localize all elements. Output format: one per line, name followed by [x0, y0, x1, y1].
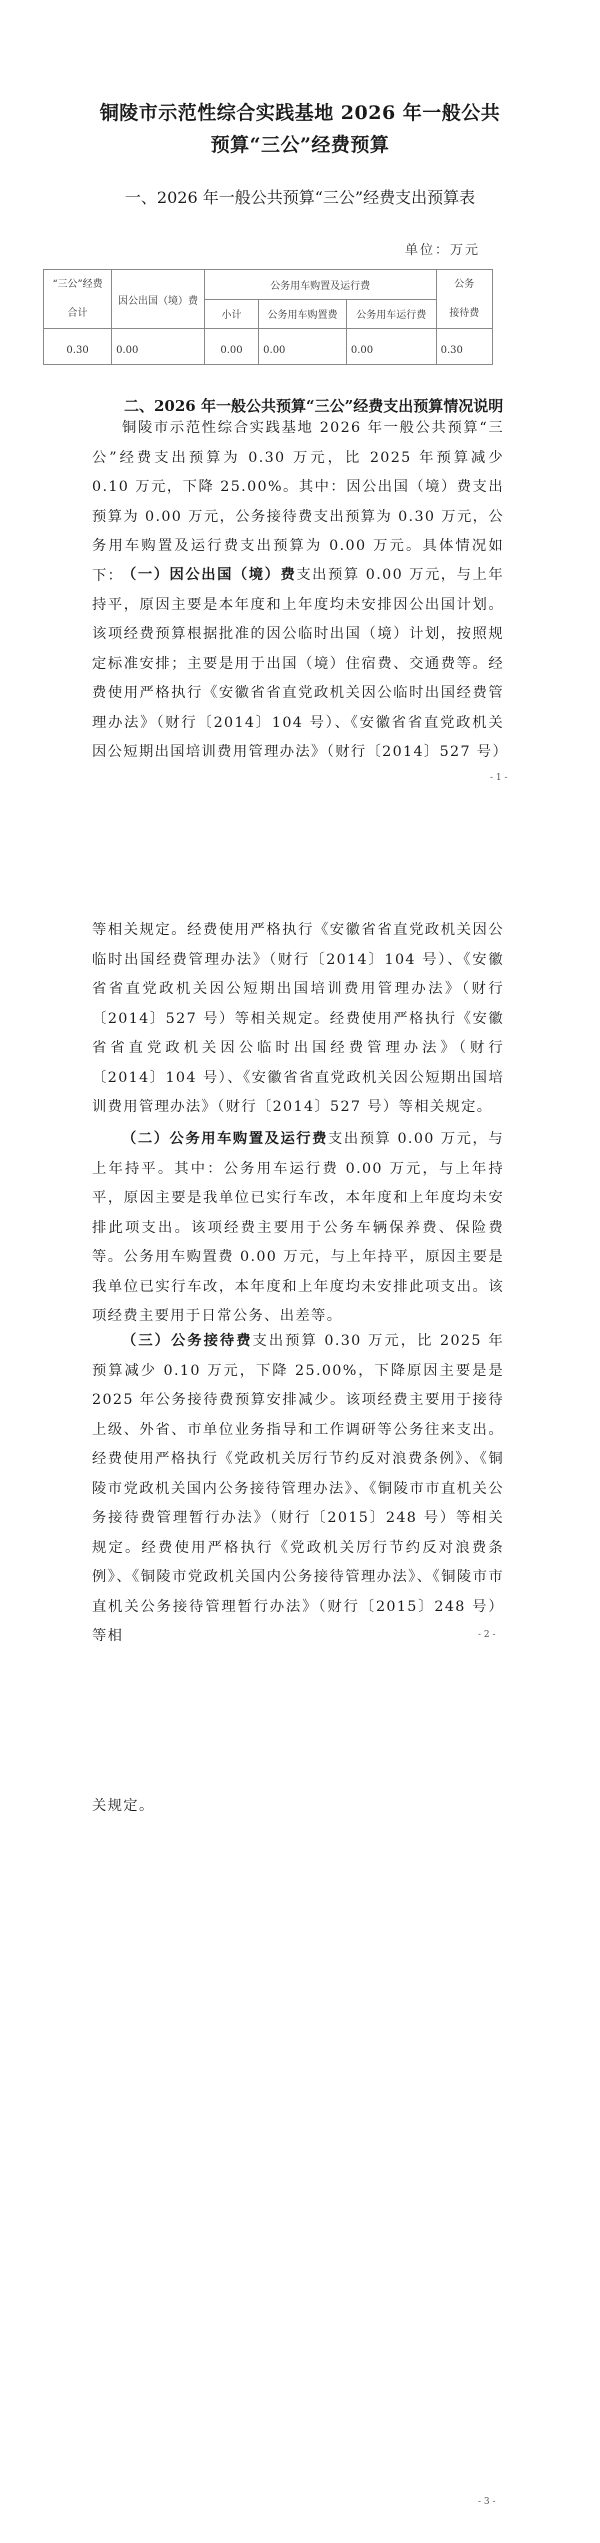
item1-label: （一）因公出国（境）费 [122, 567, 297, 583]
item3-paragraph-page2: （三）公务接待费支出预算 0.30 万元，比 2025 年预算减少 0.10 万元，下降 25.00%，下降原因主要是是 2025 年公务接待费预算安排减少。该项经费主要用于接待上级、外省、市单位业务指导和工作调研等公务往来支出。经费使用严格执行《党政机关厉行节约反对浪费条例》、《铜陵市党政机关国内公务接待管理办法》、《铜陵市市直机关公务接待费管理暂行办法》（财行〔2015〕248 号）等相关规定。经费使用严格执行《党政机关厉行节约反对浪费条例》、《铜陵市党政机关国内公务接待管理办法》、《铜陵市市直机关公务接待管理暂行办法》（财行〔2015〕248 号）等相 [92, 1333, 504, 1644]
page-number-2: - 2 - [478, 1630, 496, 1640]
cell-vehicle-operation: 0.00 [346, 329, 436, 365]
cell-abroad: 0.00 [112, 329, 205, 365]
cell-reception: 0.30 [436, 329, 492, 365]
section2-heading: 二、2026 年一般公共预算“三公”经费支出预算情况说明 [124, 397, 504, 415]
item3-paragraph-page3: 关规定。 [92, 1798, 155, 1814]
page-number-1: - 1 - [490, 773, 508, 783]
section1-heading: 一、2026 年一般公共预算“三公”经费支出预算表 [124, 188, 476, 207]
header-vehicle-group: 公务用车购置及运行费 [204, 270, 436, 300]
table-row [44, 329, 493, 365]
intro-paragraph: 铜陵市示范性综合实践基地 2026 年一般公共预算“三公”经费支出预算为 0.30 万元，比 2025 年预算减少 0.10 万元，下降 25.00%。其中：因公出国（境）费支出预算为 0.00 万元，公务接待费支出预算为 0.30 万元，公务用车购置及运行费支出预算为 0.00 万元。具体情况如下： [92, 420, 504, 584]
item1-paragraph-page1: （一）因公出国（境）费支出预算 0.00 万元，与上年持平，原因主要是本年度和上年度均未安排因公出国计划。该项经费预算根据批准的因公临时出国（境）计划，按照规定标准安排；主要是用于出国（境）住宿费、交通费等。经费使用严格执行《安徽省省直党政机关因公临时出国经费管理办法》（财行〔2014〕104 号）、《安徽省省直党政机关因公短期出国培训费用管理办法》（财行〔2014〕527 号） [92, 567, 509, 760]
cell-vehicle-purchase: 0.00 [259, 329, 347, 365]
page-number-3: - 3 - [478, 2497, 496, 2507]
item1-paragraph-page2: 等相关规定。经费使用严格执行《安徽省省直党政机关因公临时出国经费管理办法》（财行〔2014〕104 号）、《安徽省省直党政机关因公短期出国培训费用管理办法》（财行〔2014〕527 号）等相关规定。经费使用严格执行《安徽省省直党政机关因公临时出国经费管理办法》（财行〔2014〕104 号）、《安徽省省直党政机关因公短期出国培训费用管理办法》（财行〔2014〕527 号）等相关规定。 [92, 922, 504, 1115]
document-title-line2: 预算“三公”经费预算 [210, 134, 390, 156]
item2-label: （二）公务用车购置及运行费 [122, 1131, 328, 1147]
three-public-expenses-table [43, 269, 493, 365]
header-subtotal: 小计 [204, 299, 258, 329]
header-vehicle-operation: 公务用车运行费 [346, 299, 436, 329]
cell-total: 0.30 [44, 329, 112, 365]
header-abroad: 因公出国（境）费 [112, 270, 205, 329]
header-vehicle-purchase: 公务用车购置费 [259, 299, 347, 329]
item3-label: （三）公务接待费 [122, 1333, 253, 1349]
header-reception: 公务 接待费 [436, 270, 492, 329]
header-total: “三公”经费 合计 [44, 270, 112, 329]
item2-paragraph: （二）公务用车购置及运行费支出预算 0.00 万元，与上年持平。其中：公务用车运行费 0.00 万元，与上年持平，原因主要是我单位已实行车改，本年度和上年度均未安排此项支出。该项经费主要用于公务车辆保养费、保险费等。公务用车购置费 0.00 万元，与上年持平，原因主要是我单位已实行车改，本年度和上年度均未安排此项支出。该项经费主要用于日常公务、出差等。 [92, 1131, 504, 1324]
unit-label: 单位：万元 [404, 243, 480, 258]
cell-subtotal: 0.00 [204, 329, 258, 365]
document-title-line1: 铜陵市示范性综合实践基地 2026 年一般公共 [99, 102, 501, 124]
